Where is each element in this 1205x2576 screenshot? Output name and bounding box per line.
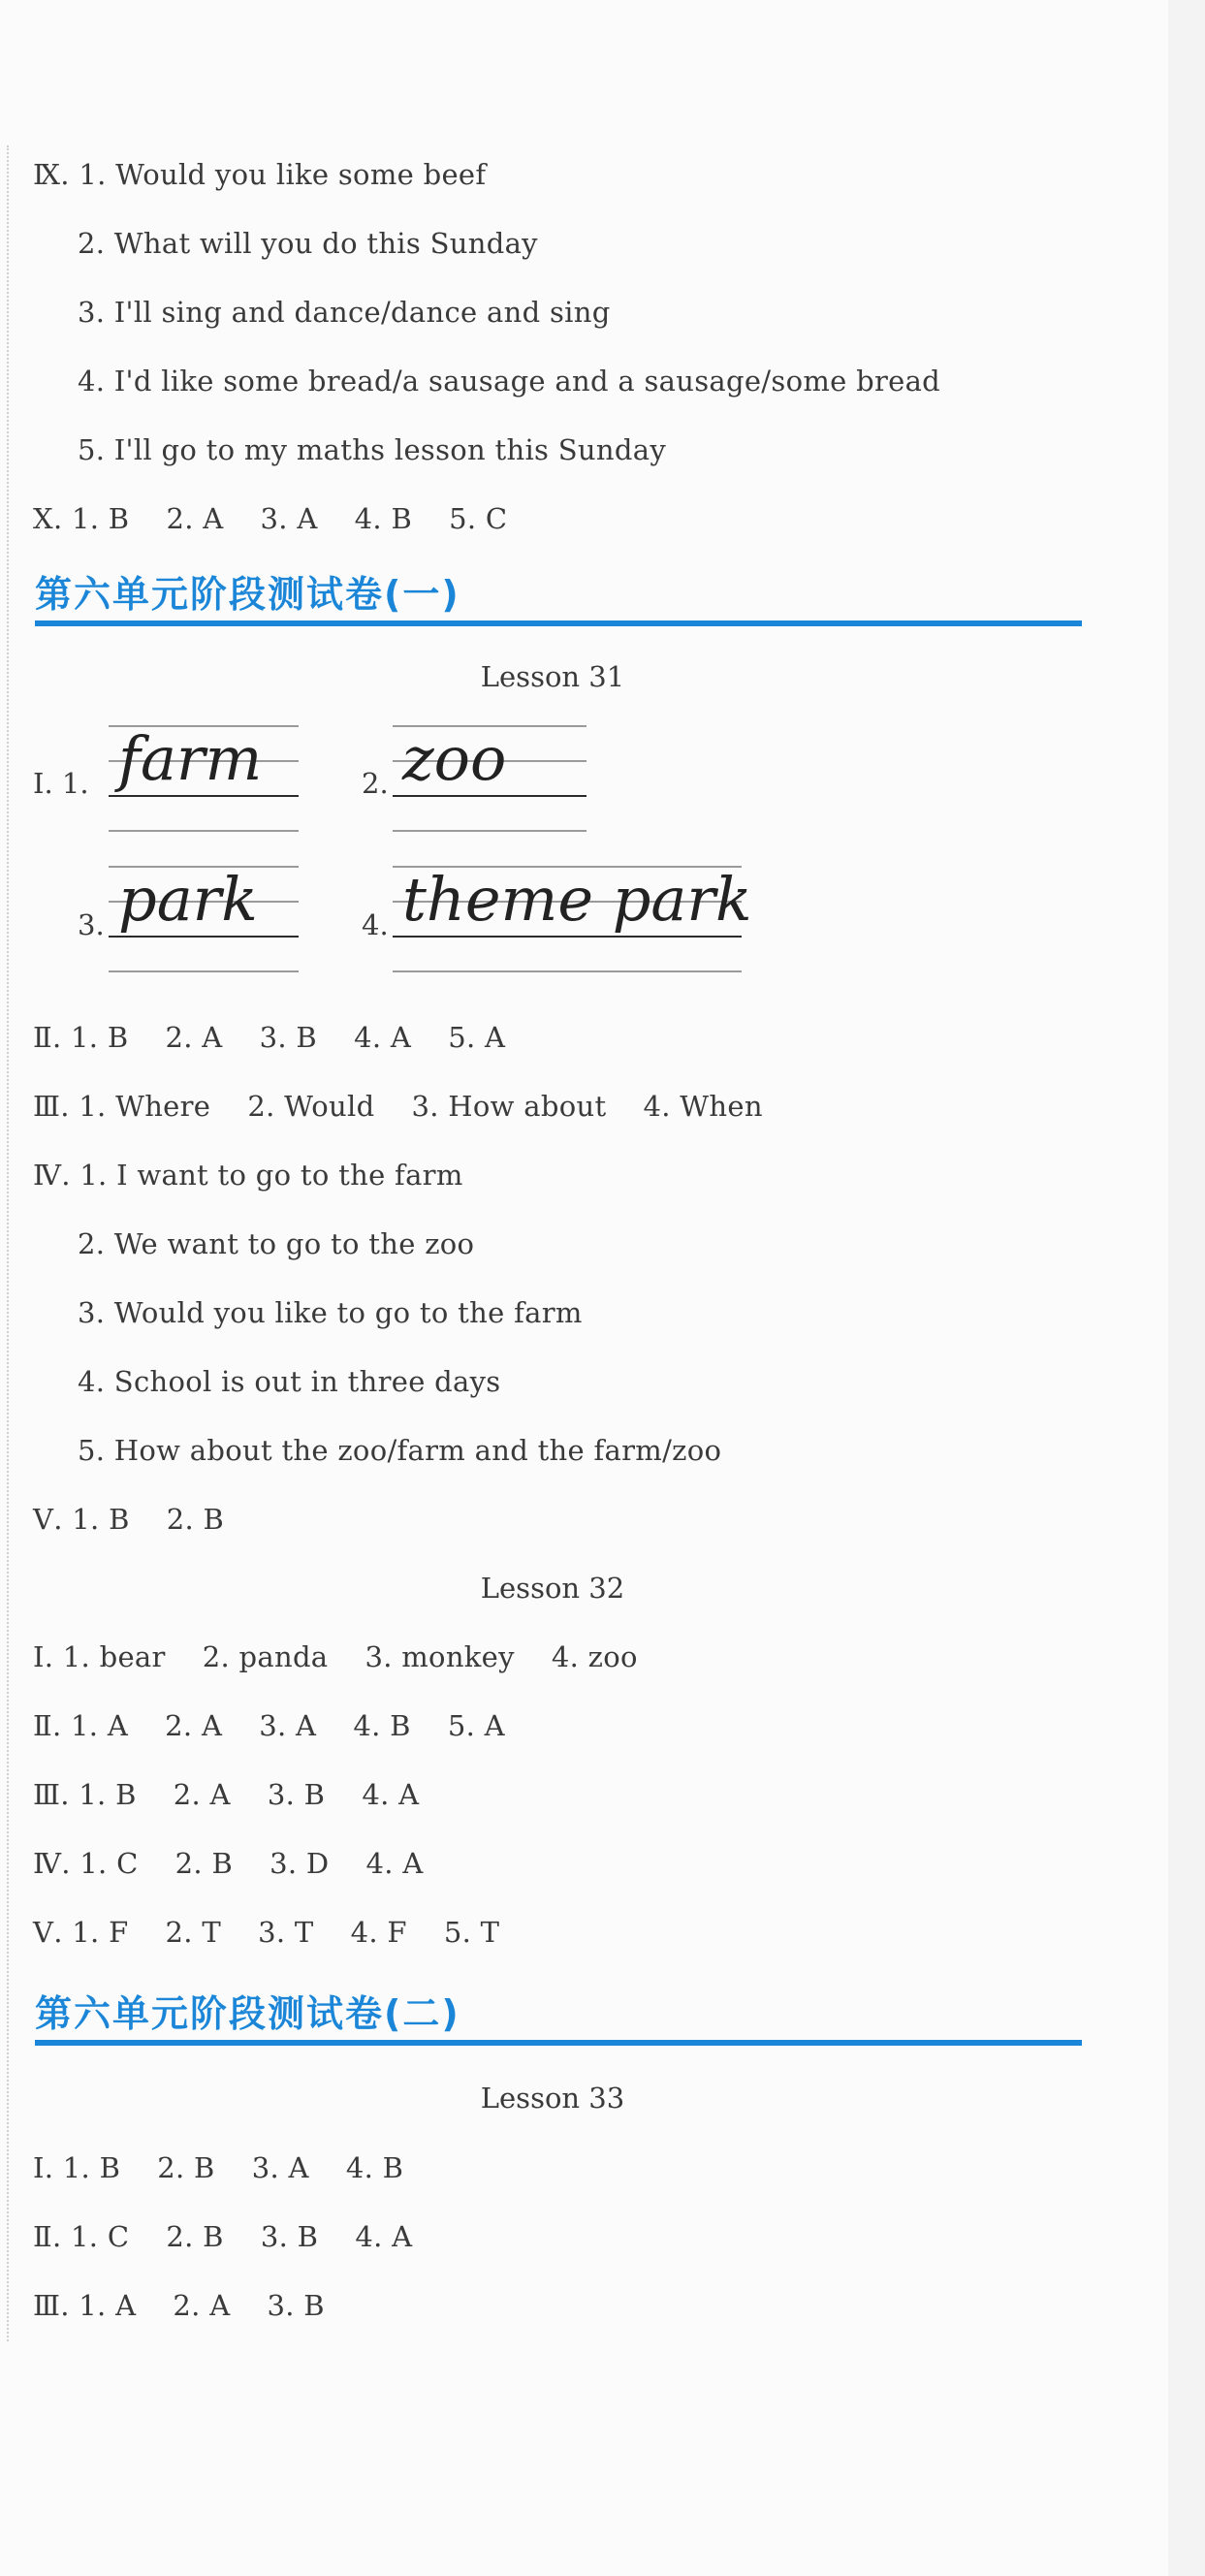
writing-num-3: 3. xyxy=(78,908,105,941)
answer-line-31-ii: Ⅱ. 1. B 2. A 3. B 4. A 5. A xyxy=(33,1021,506,1054)
section-heading-rule xyxy=(35,2040,1082,2046)
answer-line-x: Ⅹ. 1. B 2. A 3. A 4. B 5. C xyxy=(33,502,508,535)
answer-line-ix-5: 5. I'll go to my maths lesson this Sunday xyxy=(78,433,666,466)
handwritten-word-zoo: zoo xyxy=(402,723,507,794)
lesson-title-31: Lesson 31 xyxy=(480,660,625,693)
lesson-title-33: Lesson 33 xyxy=(480,2082,625,2115)
answer-line-33-iii: Ⅲ. 1. A 2. A 3. B xyxy=(33,2289,325,2322)
lesson-title-32: Lesson 32 xyxy=(480,1572,625,1605)
writing-box-farm xyxy=(109,725,299,832)
answer-line-32-iii: Ⅲ. 1. B 2. A 3. B 4. A xyxy=(33,1778,420,1811)
answer-line-33-ii: Ⅱ. 1. C 2. B 3. B 4. A xyxy=(33,2220,413,2253)
answer-line-31-iv-3: 3. Would you like to go to the farm xyxy=(78,1296,583,1329)
page-edge xyxy=(1168,0,1205,2576)
answer-line-ix-4: 4. I'd like some bread/a sausage and a sausage/some bread xyxy=(78,365,941,398)
writing-num-2: 2. xyxy=(362,767,389,800)
section-heading-unit6-test2 xyxy=(35,1989,1082,2048)
answer-line-31-iv-1: Ⅳ. 1. I want to go to the farm xyxy=(33,1159,463,1192)
answer-line-31-v: Ⅴ. 1. B 2. B xyxy=(33,1503,225,1536)
answer-line-33-i: Ⅰ. 1. B 2. B 3. A 4. B xyxy=(33,2151,404,2184)
answer-line-31-iii: Ⅲ. 1. Where 2. Would 3. How about 4. When xyxy=(33,1090,763,1123)
section-heading-text: 第六单元阶段测试卷(一) xyxy=(35,573,460,616)
section-heading-text: 第六单元阶段测试卷(二) xyxy=(35,1992,460,2035)
writing-box-theme-park xyxy=(393,864,752,972)
handwritten-word-farm: farm xyxy=(118,723,263,794)
binding-gutter xyxy=(7,145,9,2341)
section-heading-unit6-test1 xyxy=(35,570,1082,628)
answer-line-32-i: Ⅰ. 1. bear 2. panda 3. monkey 4. zoo xyxy=(33,1640,638,1673)
answer-line-ix-2: 2. What will you do this Sunday xyxy=(78,227,538,260)
answer-line-ix-3: 3. I'll sing and dance/dance and sing xyxy=(78,296,611,329)
answer-line-ix-1: Ⅸ. 1. Would you like some beef xyxy=(33,158,487,191)
answer-line-32-ii: Ⅱ. 1. A 2. A 3. A 4. B 5. A xyxy=(33,1709,505,1742)
answer-line-32-iv: Ⅳ. 1. C 2. B 3. D 4. A xyxy=(33,1847,424,1880)
writing-box-zoo xyxy=(393,725,587,832)
answer-line-32-v: Ⅴ. 1. F 2. T 3. T 4. F 5. T xyxy=(33,1916,500,1949)
writing-box-park xyxy=(109,866,299,972)
answer-line-31-iv-2: 2. We want to go to the zoo xyxy=(78,1227,475,1260)
answer-line-31-iv-5: 5. How about the zoo/farm and the farm/zoo xyxy=(78,1434,722,1467)
handwritten-word-park: park xyxy=(118,864,258,935)
section-heading-rule xyxy=(35,620,1082,626)
answer-line-31-iv-4: 4. School is out in three days xyxy=(78,1365,501,1398)
writing-prefix-1: Ⅰ. 1. xyxy=(33,767,89,800)
handwritten-word-theme-park: theme park xyxy=(402,864,752,935)
writing-num-4: 4. xyxy=(362,908,389,941)
